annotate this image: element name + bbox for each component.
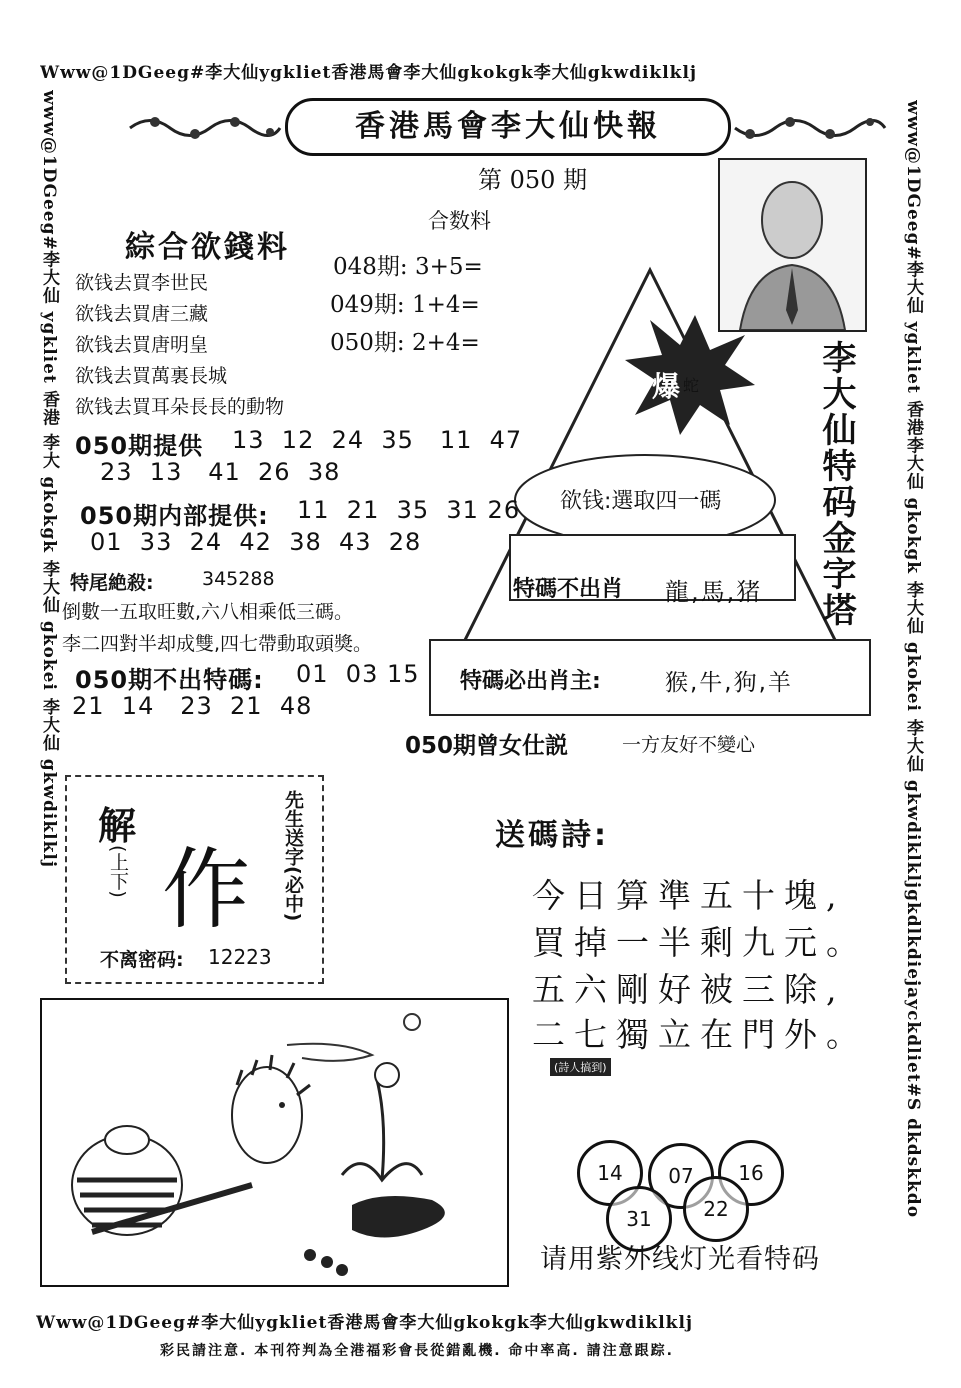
poem-title: 送碼詩: [495,818,609,853]
provide-row: 13 12 24 35 11 47 [232,426,523,454]
riddle-item: 欲钱去買萬裏長城 [75,365,228,387]
lucky-number-ring: 31 [606,1186,672,1252]
kill-line: 倒數一五取旺數,六八相乘低三碼。 [62,601,354,623]
riddle-item: 欲钱去買唐明皇 [75,334,209,356]
jie-shangxia: (上下) [107,845,129,898]
top-border-text: Www@1DGeeg#李大仙ygkliet香港馬會李大仙gkokgk李大仙gkwdiklklj [40,63,698,83]
riddle-item: 欲钱去買李世民 [75,272,209,294]
poem-line: 二七獨立在門外。 [532,1015,868,1054]
jie-main-char: 作 [162,838,251,941]
lucky-number-ring: 22 [683,1176,749,1242]
heshu-line: 050期: 2+4= [330,330,480,356]
provide-label: 050期提供 [75,432,204,460]
internal-row: 11 21 35 31 26 [297,496,521,524]
notspecial-row: 01 03 15 [296,660,420,688]
poem-stamp: (詩人搞到) [550,1058,611,1076]
poem-line: 五六剛好被三除, [532,970,846,1009]
jie-side-text: 先生送字(必中) [282,790,304,922]
pyramid-notout-label: 特碼不出肖 [513,577,624,602]
kill-line: 李二四對半却成雙,四七帶動取頭獎。 [62,633,373,655]
notspecial-label: 050期不出特碼: [75,666,264,694]
internal-label: 050期内部提供: [80,502,269,530]
bottom-border-text: Www@1DGeeg#李大仙ygkliet香港馬會李大仙gkokgk李大仙gkwdiklklj [36,1313,694,1333]
hedgehog-scene-icon [42,1000,507,1285]
section-title-zonghe: 綜合欲錢料 [125,230,290,265]
pyramid-yuqian: 欲钱:選取四一碼 [560,489,722,514]
poem-line: 買掉一半剩九元。 [532,923,868,962]
heshu-line: 049期: 1+4= [330,292,480,318]
pyramid-mustout-label: 特碼必出肖主: [460,669,601,694]
uv-note: 请用紫外线灯光看特码 [540,1244,820,1275]
riddle-item: 欲钱去買唐三藏 [75,303,209,325]
lucky-number-ring: 14 [577,1140,643,1206]
right-border-text: www@1DGeeg#李大仙 ygkliet 香港李大仙 gkokgk 李大仙 gkokei 李大仙 gkwdiklkljgkdlkdiejayckdliet#S dkdskkdo [903,100,923,1219]
notice-text: 彩民請注意. 本刊符判為全港福彩會長從錯亂機. 命中率高. 請注意跟踪. [160,1343,674,1359]
jie-code-value: 12223 [208,945,272,969]
heshu-line: 048期: 3+5= [333,254,483,280]
explode-sub: 蛇 [683,376,700,395]
lucky-number-ring: 16 [718,1140,784,1206]
vine-left-decoration [125,108,285,148]
left-border-text: www@1DGeeg#李大仙 ygkliet 香港 李大 gkokgk 李大仙 gkokei 李大仙 gkwdiklklj [39,90,59,869]
jie-char: 解 [98,804,137,848]
lucky-number-ring: 07 [648,1143,714,1209]
jie-code-label: 不离密码: [100,949,184,971]
pyramid-vertical-title: 李大仙特码金字塔 [816,340,856,628]
riddle-item: 欲钱去買耳朵長長的動物 [75,396,285,418]
kill-label: 特尾絶殺: [70,572,154,594]
internal-row: 01 33 24 42 38 43 28 [90,528,422,556]
pyramid-mustout-value: 猴,牛,狗,羊 [665,670,793,696]
poem-line: 今日算準五十塊, [532,876,846,915]
vine-right-decoration [730,108,890,148]
heshu-title: 合数料 [428,209,491,233]
explode-text: 爆 [652,370,681,403]
zeng-value: 一方友好不變心 [622,734,756,756]
pyramid-notout-value: 龍,馬,猪 [665,578,763,606]
zeng-label: 050期曾女仕説 [405,733,569,759]
kill-value: 345288 [202,568,275,590]
issue-number: 第 050 期 [478,166,588,194]
provide-row: 23 13 41 26 38 [100,458,341,486]
cartoon-frame [40,998,509,1287]
notspecial-row: 21 14 23 21 48 [72,692,313,720]
page-title: 香港馬會李大仙快報 [285,98,731,156]
